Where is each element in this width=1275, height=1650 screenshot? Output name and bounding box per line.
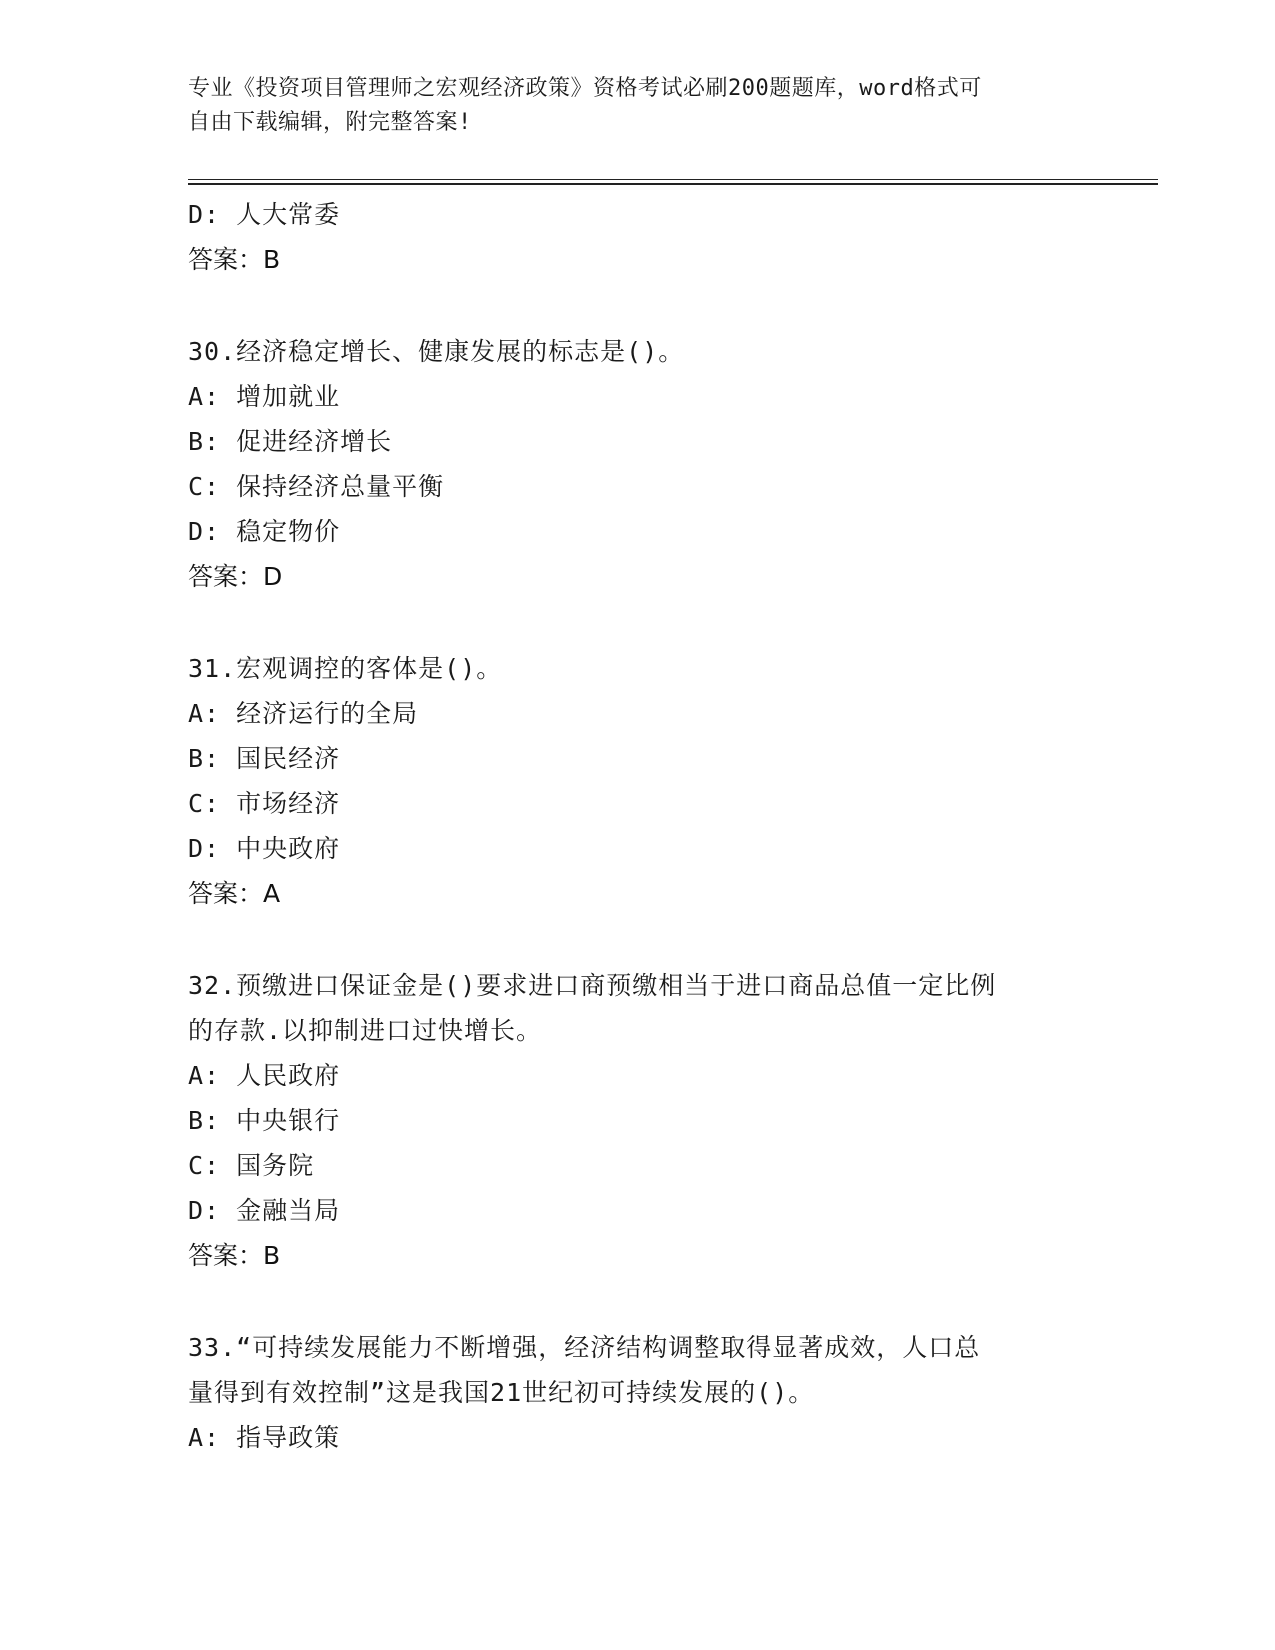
answer-line: 答案：B: [188, 245, 281, 274]
option-c: C: 市场经济: [188, 789, 341, 818]
option-a: A: 经济运行的全局: [188, 699, 419, 728]
question-32: [188, 963, 1088, 1278]
question-stem-continued: 量得到有效控制”这是我国21世纪初可持续发展的()。: [188, 1378, 815, 1407]
question-content: [188, 192, 1088, 1460]
option-c: C: 国务院: [188, 1151, 315, 1180]
option-d: D: 稳定物价: [188, 517, 341, 546]
answer-line: 答案：A: [188, 879, 281, 908]
option-d: D: 金融当局: [188, 1196, 341, 1225]
option-b: B: 国民经济: [188, 744, 341, 773]
question-stem: 31.宏观调控的客体是()。: [188, 654, 503, 683]
header-line-2: 自由下载编辑，附完整答案!: [188, 110, 472, 135]
answer-line: 答案：D: [188, 562, 283, 591]
question-stem: 32.预缴进口保证金是()要求进口商预缴相当于进口商品总值一定比例: [188, 971, 997, 1000]
document-header: [188, 72, 1078, 140]
option-a: A: 人民政府: [188, 1061, 341, 1090]
option-c: C: 保持经济总量平衡: [188, 472, 445, 501]
question-31: [188, 646, 1088, 916]
option-b: B: 促进经济增长: [188, 427, 393, 456]
question-33: [188, 1325, 1088, 1460]
option-a: A: 指导政策: [188, 1423, 341, 1452]
header-divider-thick: [188, 183, 1158, 185]
question-stem-continued: 的存款.以抑制进口过快增长。: [188, 1016, 543, 1045]
question-stem: 30.经济稳定增长、健康发展的标志是()。: [188, 337, 685, 366]
answer-line: 答案：B: [188, 1241, 281, 1270]
option-b: B: 中央银行: [188, 1106, 341, 1135]
option-d: D: 中央政府: [188, 834, 341, 863]
option-d: D: 人大常委: [188, 200, 341, 229]
question-stem: 33.“可持续发展能力不断增强，经济结构调整取得显著成效，人口总: [188, 1333, 981, 1362]
option-a: A: 增加就业: [188, 382, 341, 411]
header-divider-thin: [188, 179, 1158, 180]
question-30: [188, 329, 1088, 599]
header-line-1: 专业《投资项目管理师之宏观经济政策》资格考试必刷200题题库，word格式可: [188, 76, 982, 101]
